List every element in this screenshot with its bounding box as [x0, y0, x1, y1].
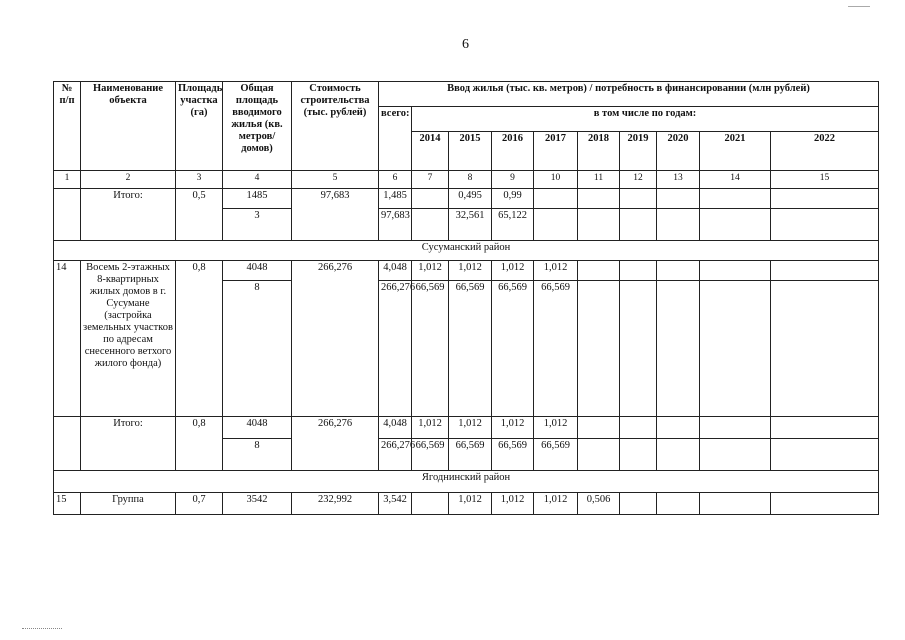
item14-num: 14: [54, 261, 81, 417]
item14-b-total: 266,276: [379, 281, 412, 417]
itogo2-a-2017: 1,012: [534, 417, 578, 439]
item15-housing: 3542: [223, 493, 292, 515]
year-2019: 2019: [620, 132, 657, 171]
item14-b-2018: [578, 281, 620, 417]
item15-a-total: 3,542: [379, 493, 412, 515]
itogo2-b-2020: [657, 439, 700, 471]
itogo2-a-2022: [771, 417, 879, 439]
item14-a-2018: [578, 261, 620, 281]
col-number: 1: [54, 171, 81, 189]
col-housing-header: Общая площадь вводимого жилья (кв. метров/ домов): [223, 82, 292, 171]
itogo1-a-total: 1,485: [379, 189, 412, 209]
item14-area: 0,8: [176, 261, 223, 417]
col-cost-header: Стоимость строительства (тыс. рублей): [292, 82, 379, 171]
item15-a-2019: [620, 493, 657, 515]
itogo1-a-2018: [578, 189, 620, 209]
item15-a-2018: 0,506: [578, 493, 620, 515]
item14-a-2014: 1,012: [412, 261, 449, 281]
region-title: Сусуманский район: [54, 241, 879, 261]
item14-a-2020: [657, 261, 700, 281]
item14-b-2021: [700, 281, 771, 417]
itogo1-housing: 1485: [223, 189, 292, 209]
itogo2-housing: 4048: [223, 417, 292, 439]
item14-houses: 8: [223, 281, 292, 417]
itogo1-row-a: [54, 189, 879, 209]
col-area-header: Площадь участка (га): [176, 82, 223, 171]
region-row-yagodnoe: [54, 471, 879, 493]
itogo1-b-2017: [534, 209, 578, 241]
year-2017: 2017: [534, 132, 578, 171]
item14-name: Восемь 2-этажных 8-квартирных жилых домов в г. Сусумане (застройка земельных участков по адресам снесенного ветхого жилого фонда): [81, 261, 176, 417]
item14-a-2019: [620, 261, 657, 281]
col-number: 8: [449, 171, 492, 189]
itogo1-a-2019: [620, 189, 657, 209]
itogo1-a-2016: 0,99: [492, 189, 534, 209]
col-number: 11: [578, 171, 620, 189]
col-number: 13: [657, 171, 700, 189]
col-name-header: Наименование объекта: [81, 82, 176, 171]
itogo2-a-2015: 1,012: [449, 417, 492, 439]
item14-cost: 266,276: [292, 261, 379, 417]
itogo2-name: Итого:: [81, 417, 176, 471]
item14-row-a: [54, 261, 879, 281]
item14-b-2017: 66,569: [534, 281, 578, 417]
itogo2-b-2019: [620, 439, 657, 471]
itogo1-b-2020: [657, 209, 700, 241]
scan-artifact-top: [848, 6, 870, 8]
itogo2-a-2016: 1,012: [492, 417, 534, 439]
item14-a-2022: [771, 261, 879, 281]
itogo2-b-2021: [700, 439, 771, 471]
itogo2-b-2015: 66,569: [449, 439, 492, 471]
region-row-susuman: [54, 241, 879, 261]
itogo2-houses: 8: [223, 439, 292, 471]
itogo1-a-2021: [700, 189, 771, 209]
itogo2-a-total: 4,048: [379, 417, 412, 439]
col-input-header: Ввод жилья (тыс. кв. метров) / потребность в финансировании (млн рублей): [379, 82, 879, 107]
item14-a-total: 4,048: [379, 261, 412, 281]
item14-b-2022: [771, 281, 879, 417]
itogo2-cost: 266,276: [292, 417, 379, 471]
col-number: 6: [379, 171, 412, 189]
itogo1-cost: 97,683: [292, 189, 379, 241]
item14-b-2019: [620, 281, 657, 417]
itogo1-b-2019: [620, 209, 657, 241]
item15-a-2016: 1,012: [492, 493, 534, 515]
itogo1-b-2015: 32,561: [449, 209, 492, 241]
itogo1-b-2022: [771, 209, 879, 241]
itogo1-b-2014: [412, 209, 449, 241]
itogo1-a-2017: [534, 189, 578, 209]
item15-a-2014: [412, 493, 449, 515]
itogo2-b-2017: 66,569: [534, 439, 578, 471]
column-numbers-row: [54, 171, 879, 189]
item14-housing: 4048: [223, 261, 292, 281]
col-number: 4: [223, 171, 292, 189]
year-2020: 2020: [657, 132, 700, 171]
itogo1-a-2015: 0,495: [449, 189, 492, 209]
year-2022: 2022: [771, 132, 879, 171]
col-number: 5: [292, 171, 379, 189]
col-number: 9: [492, 171, 534, 189]
col-num-header: № п/п: [54, 82, 81, 171]
itogo2-area: 0,8: [176, 417, 223, 471]
col-number: 7: [412, 171, 449, 189]
col-number: 3: [176, 171, 223, 189]
itogo1-b-2021: [700, 209, 771, 241]
item14-a-2021: [700, 261, 771, 281]
itogo2-b-2014: 66,569: [412, 439, 449, 471]
itogo2-b-total: 266,276: [379, 439, 412, 471]
itogo2-a-2019: [620, 417, 657, 439]
itogo1-num: [54, 189, 81, 241]
itogo2-num: [54, 417, 81, 471]
year-2014: 2014: [412, 132, 449, 171]
itogo1-houses: 3: [223, 209, 292, 241]
item15-a-2015: 1,012: [449, 493, 492, 515]
col-number: 2: [81, 171, 176, 189]
page-number: 6: [462, 37, 469, 52]
itogo1-a-2020: [657, 189, 700, 209]
item15-a-2021: [700, 493, 771, 515]
itogo2-row-a: [54, 417, 879, 439]
itogo1-area: 0,5: [176, 189, 223, 241]
item14-b-2020: [657, 281, 700, 417]
itogo2-b-2022: [771, 439, 879, 471]
housing-table: [53, 81, 879, 515]
item15-a-2020: [657, 493, 700, 515]
itogo2-a-2020: [657, 417, 700, 439]
item14-b-2016: 66,569: [492, 281, 534, 417]
item14-a-2016: 1,012: [492, 261, 534, 281]
col-by-years-header: в том числе по годам:: [412, 107, 879, 132]
itogo1-a-2022: [771, 189, 879, 209]
col-number: 15: [771, 171, 879, 189]
itogo1-b-total: 97,683: [379, 209, 412, 241]
item14-b-2015: 66,569: [449, 281, 492, 417]
itogo1-b-2018: [578, 209, 620, 241]
itogo1-b-2016: 65,122: [492, 209, 534, 241]
itogo2-a-2018: [578, 417, 620, 439]
item14-a-2015: 1,012: [449, 261, 492, 281]
item14-b-2014: 66,569: [412, 281, 449, 417]
item15-cost: 232,992: [292, 493, 379, 515]
item15-area: 0,7: [176, 493, 223, 515]
itogo1-name: Итого:: [81, 189, 176, 241]
col-total-header: всего:: [379, 107, 412, 171]
item15-row-a: [54, 493, 879, 515]
itogo2-b-2016: 66,569: [492, 439, 534, 471]
item15-a-2022: [771, 493, 879, 515]
item15-num: 15: [54, 493, 81, 515]
header-row-1: [54, 82, 879, 107]
col-number: 14: [700, 171, 771, 189]
item14-a-2017: 1,012: [534, 261, 578, 281]
year-2021: 2021: [700, 132, 771, 171]
itogo1-a-2014: [412, 189, 449, 209]
year-2016: 2016: [492, 132, 534, 171]
item15-name: Группа: [81, 493, 176, 515]
scan-artifact: [22, 628, 62, 631]
year-2015: 2015: [449, 132, 492, 171]
itogo2-a-2014: 1,012: [412, 417, 449, 439]
region-title: Ягоднинский район: [54, 471, 879, 493]
itogo2-a-2021: [700, 417, 771, 439]
col-number: 12: [620, 171, 657, 189]
item15-a-2017: 1,012: [534, 493, 578, 515]
col-number: 10: [534, 171, 578, 189]
year-2018: 2018: [578, 132, 620, 171]
itogo2-b-2018: [578, 439, 620, 471]
